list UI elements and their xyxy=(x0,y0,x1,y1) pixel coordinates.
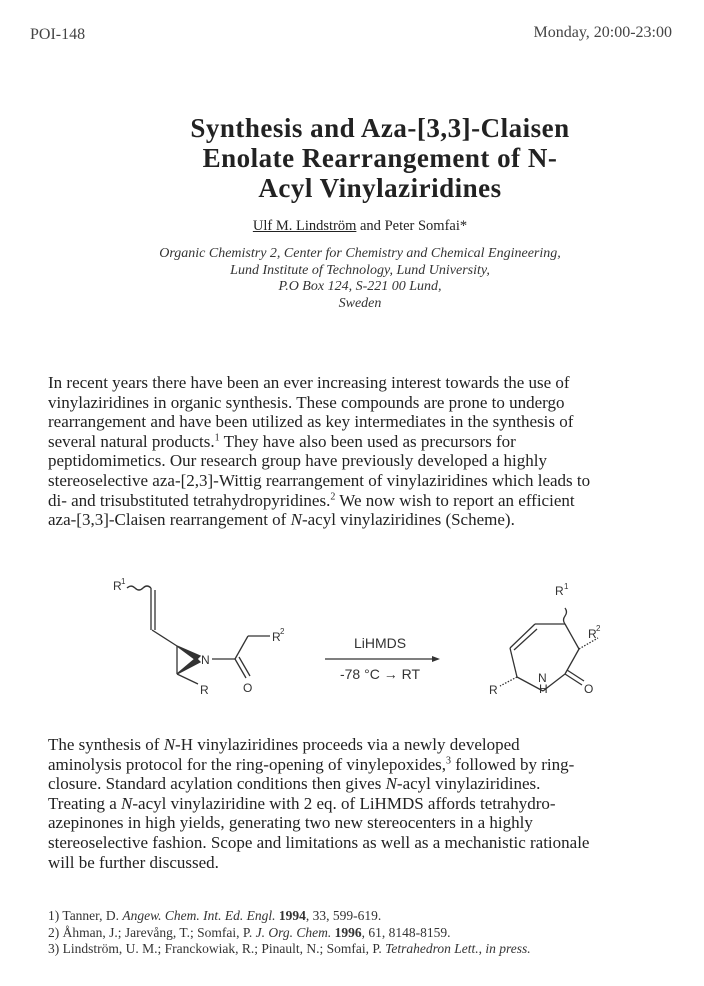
ref-details: , 61, 8148-8159. xyxy=(361,924,451,940)
reference-item xyxy=(48,908,531,925)
ref-number: 1) xyxy=(48,908,63,923)
text-line: vinylaziridines in organic synthesis. These compounds are prone to undergo xyxy=(48,392,565,412)
arrow-head-icon xyxy=(432,656,440,662)
product-label-o: O xyxy=(584,682,594,696)
title-line-1: Synthesis and Aza-[3,3]-Claisen xyxy=(190,113,570,143)
author-corresponding: Peter Somfai* xyxy=(384,218,468,234)
product-label-r2: R xyxy=(588,627,597,641)
citation-1: 1 xyxy=(214,432,220,444)
author-joiner: and xyxy=(356,218,385,234)
text: -H vinylaziridines proceeds via a newly developed xyxy=(175,735,520,754)
ref-authors: Åhman, J.; Jarevång, T.; Somfai, P. xyxy=(62,924,256,940)
references xyxy=(48,908,531,958)
ref-journal: Angew. Chem. Int. Ed. Engl. xyxy=(122,908,276,923)
text: N xyxy=(163,735,176,754)
ref-number: 2) xyxy=(48,924,63,940)
ref-details: , xyxy=(478,941,486,956)
authors xyxy=(80,218,640,235)
conditions-label: -78 °C → RT xyxy=(339,666,421,682)
text: aza-[3,3]-Claisen rearrangement of xyxy=(48,510,291,530)
text-line xyxy=(48,510,688,530)
text: di- and trisubstituted tetrahydropyridines. xyxy=(48,490,331,510)
text: N xyxy=(290,510,302,530)
product-label-r1: R xyxy=(555,584,564,598)
label-r2: R xyxy=(272,630,281,644)
label-o: O xyxy=(243,681,253,695)
text: aminolysis protocol for the ring-opening of vinylepoxides, xyxy=(48,754,447,774)
ref-authors: Tanner, D. xyxy=(62,908,123,923)
text-line xyxy=(48,491,688,511)
label-r1: R xyxy=(113,579,122,593)
text: N xyxy=(385,774,397,794)
ref-journal: J. Org. Chem. xyxy=(255,924,332,940)
label-r1-sup: 1 xyxy=(121,577,126,586)
text: They have also been used as precursors for xyxy=(219,431,516,451)
text: several natural products. xyxy=(48,431,215,451)
affiliation-line: Sweden xyxy=(338,295,382,311)
text: closure. Standard acylation conditions then gives xyxy=(48,774,386,794)
author-presenting: Ulf M. Lindström xyxy=(252,218,357,234)
ref-status: in press. xyxy=(485,941,531,956)
product-label-n: N xyxy=(538,671,547,685)
product-label-r1-sup: 1 xyxy=(564,582,569,591)
title-line-2: Enolate Rearrangement of N- xyxy=(202,143,558,173)
affiliation xyxy=(80,246,640,312)
text: -acyl vinylaziridines (Scheme). xyxy=(301,510,515,530)
text-line xyxy=(48,774,688,794)
product-label-r2-sup: 2 xyxy=(596,624,601,633)
label-r2-sup: 2 xyxy=(280,627,285,636)
text: We now wish to report an efficient xyxy=(335,490,575,510)
reference-item xyxy=(48,941,531,958)
ref-year: 1994 xyxy=(275,908,306,923)
reaction-scheme xyxy=(0,570,704,710)
text-line xyxy=(48,794,688,814)
product-structure xyxy=(500,608,598,691)
citation-2: 2 xyxy=(330,490,336,502)
text: N xyxy=(121,793,133,813)
text-line xyxy=(48,432,688,452)
product-label-r: R xyxy=(489,683,498,697)
ref-authors: Lindström, U. M.; Franckowiak, R.; Pinault, N.; Somfai, P. xyxy=(62,941,386,956)
text-line: peptidomimetics. Our research group have previously developed a highly xyxy=(48,451,547,471)
product-label-h: H xyxy=(539,682,548,696)
text: -acyl vinylaziridines. xyxy=(396,774,541,794)
poster-code: POI-148 xyxy=(30,26,86,43)
text-line: stereoselective aza-[2,3]-Wittig rearrangement of vinylaziridines which leads to xyxy=(48,470,591,490)
affiliation-line: Lund Institute of Technology, Lund University, xyxy=(230,262,490,278)
text: -acyl vinylaziridine with 2 eq. of LiHMDS affords tetrahydro- xyxy=(132,793,556,813)
ref-number: 3) xyxy=(48,941,63,956)
text-line: In recent years there have been an ever increasing interest towards the use of xyxy=(48,373,570,392)
text-line: will be further discussed. xyxy=(48,852,219,872)
reagent-label: LiHMDS xyxy=(353,635,407,651)
text: followed by ring- xyxy=(451,754,575,774)
session-time: Monday, 20:00-23:00 xyxy=(533,24,672,41)
text: Treating a xyxy=(48,793,122,813)
text-line xyxy=(48,735,688,755)
text-line xyxy=(48,755,688,775)
title-line-3: Acyl Vinylaziridines xyxy=(258,173,502,203)
citation-3: 3 xyxy=(446,754,452,766)
affiliation-line: P.O Box 124, S-221 00 Lund, xyxy=(278,279,442,294)
ref-details: , 33, 599-619. xyxy=(305,908,382,923)
ref-year: 1996 xyxy=(331,924,362,940)
label-r: R xyxy=(200,683,209,697)
results-paragraph xyxy=(48,735,688,872)
text-line: rearrangement and have been utilized as key intermediates in the synthesis of xyxy=(48,412,574,432)
text-line: stereoselective fashion. Scope and limitations as well as a mechanistic rationale xyxy=(48,832,590,852)
reference-item xyxy=(48,925,531,942)
text-line: azepinones in high yields, generating two new stereocenters in a highly xyxy=(48,813,533,833)
label-n: N xyxy=(201,653,210,667)
starting-material-structure xyxy=(127,586,270,684)
affiliation-line: Organic Chemistry 2, Center for Chemistry and Chemical Engineering, xyxy=(159,246,561,261)
introduction-paragraph xyxy=(48,373,688,530)
ref-journal: Tetrahedron Lett. xyxy=(385,941,479,956)
text: The synthesis of xyxy=(48,735,164,754)
